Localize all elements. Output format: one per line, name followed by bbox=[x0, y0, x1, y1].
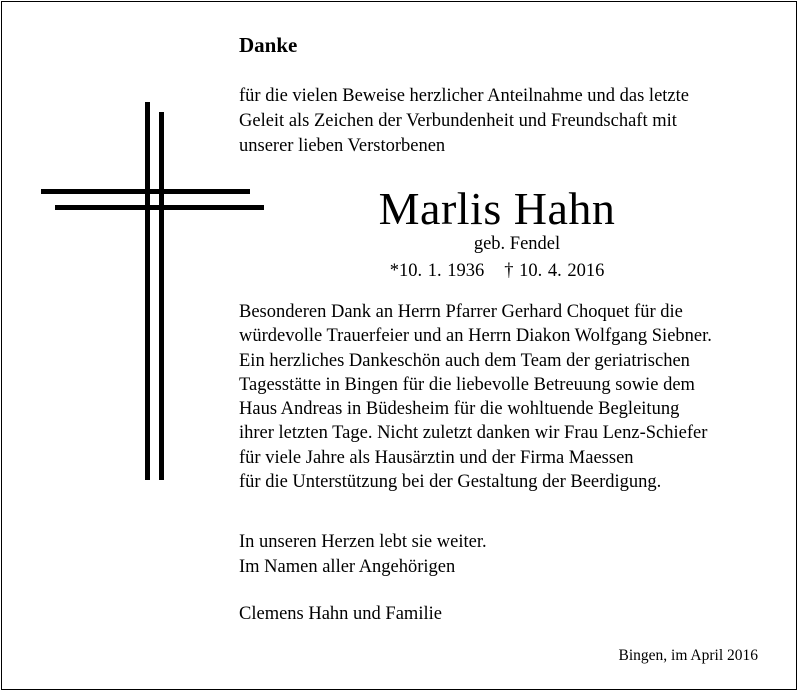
closing-line: Im Namen aller Angehörigen bbox=[239, 556, 456, 577]
deceased-info bbox=[302, 182, 692, 283]
acknowledgement-line: ihrer letzten Tage. Nicht zuletzt danken wir Frau Lenz-Schiefer bbox=[239, 423, 708, 444]
intro-line: Geleit als Zeichen der Verbundenheit und Freundschaft mit bbox=[239, 111, 677, 131]
place-date: Bingen, im April 2016 bbox=[618, 647, 758, 664]
acknowledgement-text bbox=[239, 300, 784, 494]
signature: Clemens Hahn und Familie bbox=[239, 604, 442, 624]
intro-line: für die vielen Beweise herzlicher Anteilnahme und das letzte bbox=[239, 86, 689, 106]
acknowledgement-line: Ein herzliches Dankeschön auch dem Team der geriatrischen bbox=[239, 350, 690, 371]
acknowledgement-line: würdevolle Trauerfeier und an Herrn Diakon Wolfgang Siebner. bbox=[239, 326, 712, 347]
acknowledgement-line: Haus Andreas in Büdesheim für die wohltuende Begleitung bbox=[239, 399, 680, 420]
intro-line: unserer lieben Verstorbenen bbox=[239, 136, 446, 156]
death-date: † 10. 4. 2016 bbox=[504, 261, 605, 281]
life-dates bbox=[302, 259, 692, 283]
acknowledgement-line: Tagesstätte in Bingen für die liebevolle Betreuung sowie dem bbox=[239, 374, 695, 395]
birth-date: *10. 1. 1936 bbox=[389, 261, 485, 281]
cross-horizontal-bar bbox=[55, 205, 264, 210]
acknowledgement-line: für die Unterstützung bei der Gestaltung der Beerdigung. bbox=[239, 472, 662, 493]
heading: Danke bbox=[239, 33, 298, 57]
birth-name: geb. Fendel bbox=[473, 234, 561, 254]
closing-line: In unseren Herzen lebt sie weiter. bbox=[239, 532, 487, 552]
obituary-notice bbox=[1, 1, 797, 690]
closing-text bbox=[239, 530, 487, 579]
cross-vertical-bar bbox=[145, 102, 150, 480]
cross-horizontal-bar bbox=[41, 189, 250, 194]
cross-vertical-bar bbox=[159, 112, 164, 480]
acknowledgement-line: für viele Jahre als Hausärztin und der Firma Maessen bbox=[239, 447, 634, 468]
deceased-name: Marlis Hahn bbox=[378, 183, 616, 234]
intro-text bbox=[239, 84, 779, 159]
acknowledgement-line: Besonderen Dank an Herrn Pfarrer Gerhard Choquet für die bbox=[239, 302, 683, 322]
